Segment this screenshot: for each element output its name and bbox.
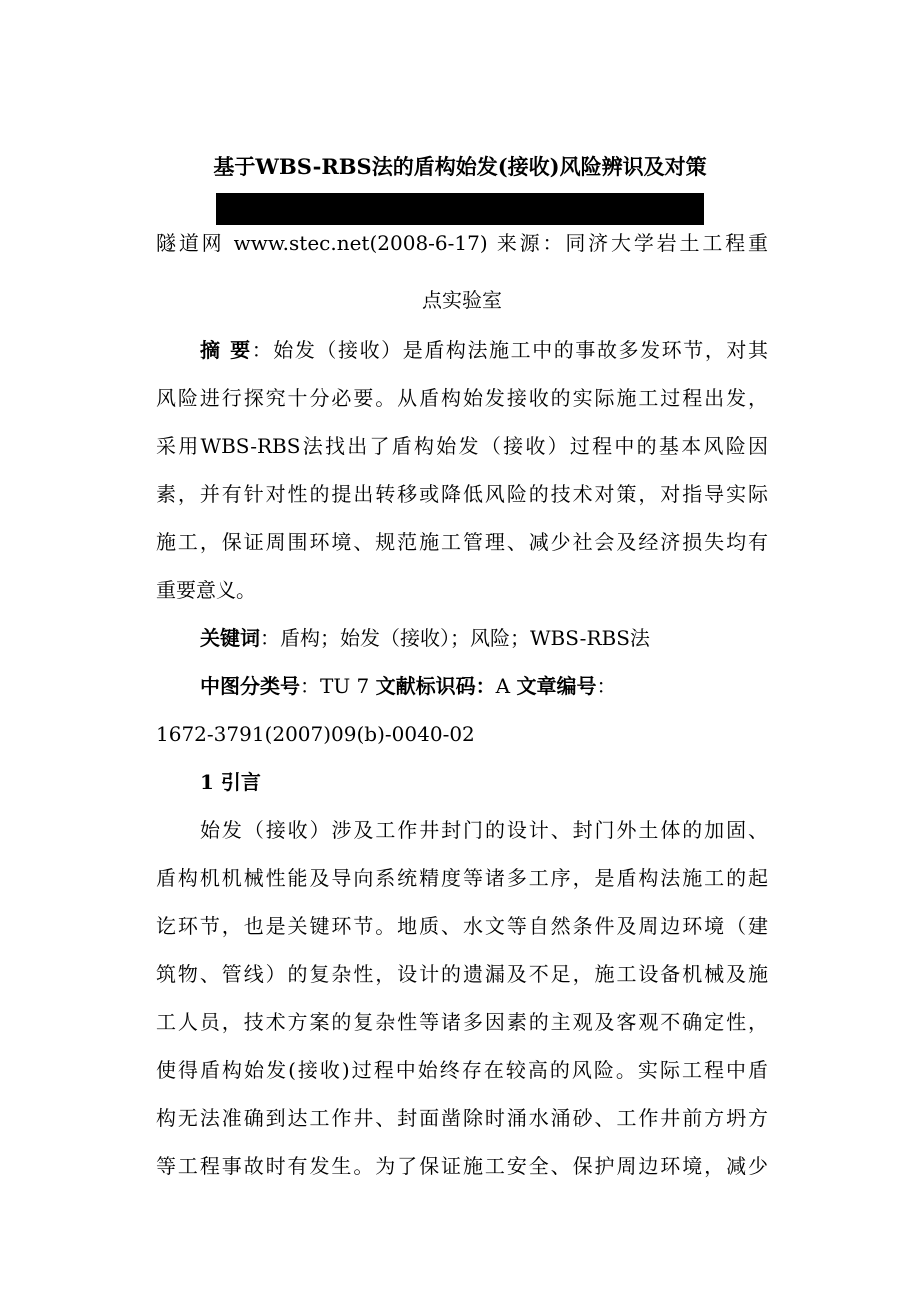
doc-code-label: 文献标识码： [375, 674, 496, 698]
section-1-title: 引言 [220, 770, 261, 794]
keywords-line [200, 623, 768, 653]
abstract-line-5: 施工，保证周围环境、规范施工管理、减少社会及经济损失均有 [156, 530, 768, 554]
abstract-line-2: 风险进行探究十分必要。从盾构始发接收的实际施工过程出发， [156, 386, 768, 410]
section-1-line-5: 工人员，技术方案的复杂性等诸多因素的主观及客观不确定性， [156, 1010, 768, 1034]
doc-code-value: A [495, 674, 517, 698]
section-1-line-8: 等工程事故时有发生。为了保证施工安全、保护周边环境，减少 [156, 1154, 768, 1178]
article-no-label: 文章编号 [516, 674, 597, 698]
section-1-line-4: 筑物、管线）的复杂性，设计的遗漏及不足，施工设备机械及施 [156, 962, 768, 986]
section-1-number: 1 [200, 770, 221, 794]
keywords-text: ：盾构；始发（接收）；风险；WBS-RBS法 [260, 626, 650, 650]
section-1-line-6: 使得盾构始发(接收)过程中始终存在较高的风险。实际工程中盾 [156, 1058, 768, 1082]
keywords-label: 关键词 [200, 626, 260, 650]
abstract-line-4: 素，并有针对性的提出转移或降低风险的技术对策，对指导实际 [156, 482, 768, 506]
article-no-value: 1672-3791(2007)09(b)-0040-02 [156, 722, 475, 746]
section-1-line-3: 讫环节，也是关键环节。地质、水文等自然条件及周边环境（建 [156, 914, 768, 938]
abstract-label: 摘 要 [200, 338, 252, 362]
article-no-sep: ： [596, 674, 617, 698]
source-line-2: 点实验室 [422, 288, 502, 312]
source-line-1: 隧道网 www.stec.net(2008-6-17) 来源：同济大学岩土工程重 [156, 231, 768, 255]
section-1-line-2: 盾构机机械性能及导向系统精度等诸多工序，是盾构法施工的起 [156, 866, 768, 890]
clc-value: ：TU 7 [300, 674, 376, 698]
clc-label: 中图分类号 [200, 674, 300, 698]
abstract-line-6: 重要意义。 [156, 578, 256, 602]
section-1-heading [200, 767, 768, 797]
abstract-line-3: 采用WBS-RBS法找出了盾构始发（接收）过程中的基本风险因 [156, 434, 768, 458]
abstract-text: ：始发（接收）是盾构法施工中的事故多发环节，对其 [251, 338, 768, 362]
section-1-line-1: 始发（接收）涉及工作井封门的设计、封门外土体的加固、 [200, 818, 768, 842]
classification-line [200, 671, 768, 701]
document-title: 基于WBS-RBS法的盾构始发(接收)风险辨识及对策 [213, 154, 707, 179]
redaction-bar [216, 193, 704, 225]
section-1-line-7: 构无法准确到达工作井、封面凿除时涌水涌砂、工作井前方坍方 [156, 1106, 768, 1130]
abstract-line-1 [200, 335, 768, 365]
